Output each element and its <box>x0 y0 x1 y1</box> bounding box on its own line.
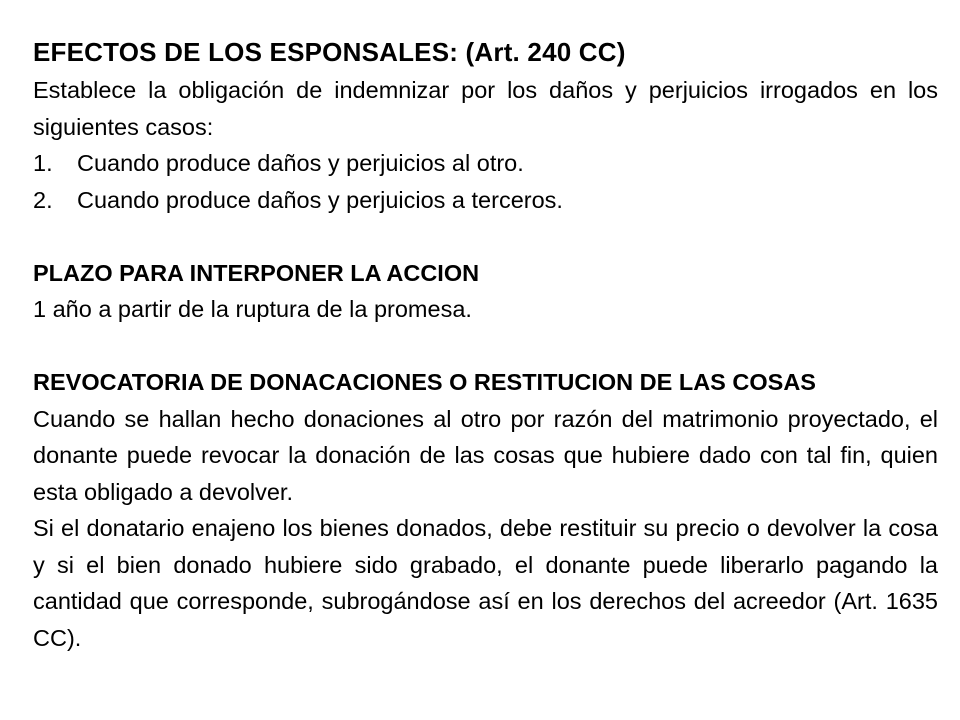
intro-paragraph: Establece la obligación de indemnizar por los daños y perjuicios irrogados en los siguientes casos: <box>33 77 938 140</box>
spacer <box>33 328 938 365</box>
list-item-number: 2. <box>33 186 53 213</box>
list-item-text: Cuando produce daños y perjuicios a terceros. <box>77 186 563 213</box>
slide-title: EFECTOS DE LOS ESPONSALES: (Art. 240 CC) <box>33 37 626 67</box>
plazo-text: 1 año a partir de la ruptura de la promesa. <box>33 296 472 322</box>
list-item <box>33 182 938 219</box>
slide-content <box>33 32 938 656</box>
list-item-number: 1. <box>33 150 53 176</box>
revocatoria-paragraph-1: Cuando se hallan hecho donaciones al otro por razón del matrimonio proyectado, el donante puede revocar la donación de las cosas que hubiere dado con tal fin, quien esta obligado a devolver. <box>33 405 938 505</box>
spacer <box>33 218 938 255</box>
list-item-text: Cuando produce daños y perjuicios al otro. <box>77 150 524 176</box>
revocatoria-heading: REVOCATORIA DE DONACACIONES O RESTITUCION DE LAS COSAS <box>33 369 816 395</box>
revocatoria-paragraph-2: Si el donatario enajeno los bienes donados, debe restituir su precio o devolver la cosa y si el bien donado hubiere sido grabado, el donante puede liberarlo pagando la cantidad que corresponde, subrogándose así en los derechos del acreedor (Art. 1635 CC). <box>33 515 938 651</box>
list-item <box>33 145 938 182</box>
plazo-heading: PLAZO PARA INTERPONER LA ACCION <box>33 259 480 286</box>
cases-list <box>33 145 938 218</box>
